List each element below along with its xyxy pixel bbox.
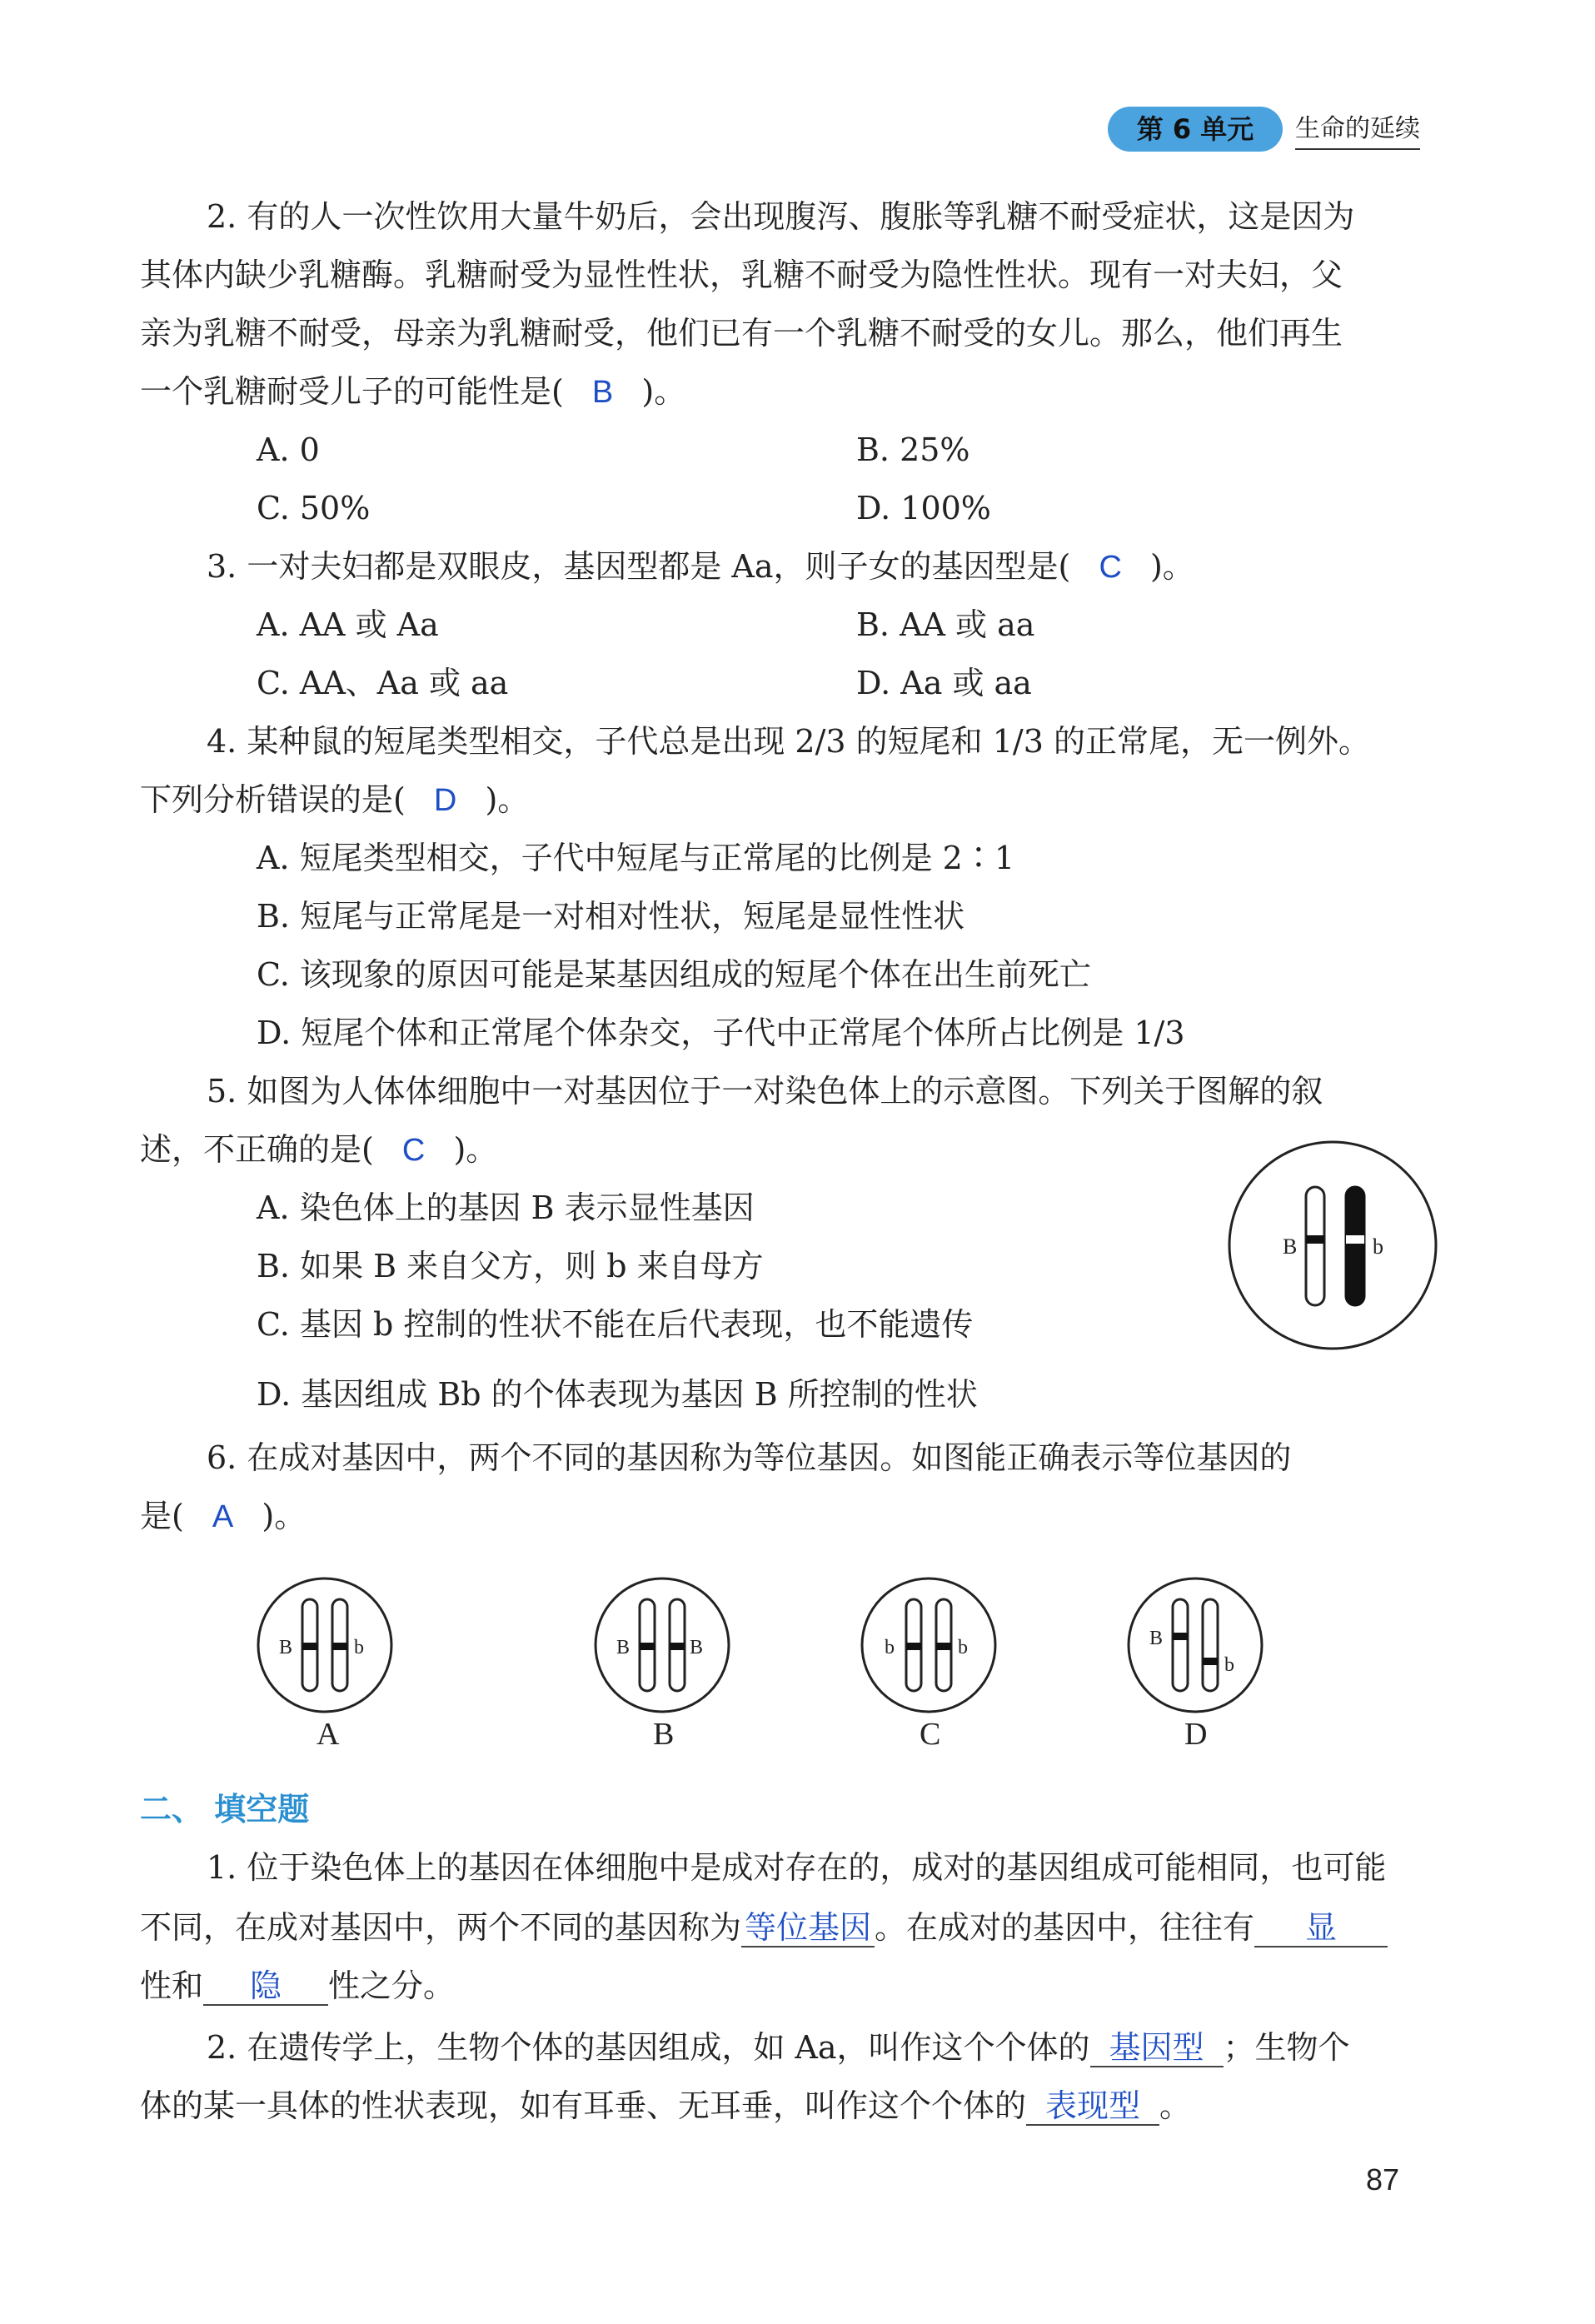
q2-option-c: C. 50% <box>257 490 371 526</box>
f2-blank-1: 基因型 <box>1090 2029 1224 2067</box>
f1-blank-3: 隐 <box>203 1967 328 2006</box>
f1-blank-2: 显 <box>1254 1909 1388 1947</box>
f1-line-3-a: 性和 <box>140 1967 204 2004</box>
q3-answer: C <box>1099 550 1122 585</box>
q6-caption-b: B <box>653 1717 675 1752</box>
f2-line-1 <box>207 2027 1350 2067</box>
gene-band-left <box>906 1643 921 1650</box>
q2-prefix: 一个乳糖耐受儿子的可能性是( <box>140 373 564 410</box>
cell-outline <box>596 1578 729 1712</box>
q2-answer: B <box>591 375 614 410</box>
f2-line-2-a: 体的某一具体的性状表现，如有耳垂、无耳垂，叫作这个个体的 <box>140 2087 1027 2124</box>
chromosome-left <box>1173 1599 1188 1691</box>
page-number: 87 <box>1366 2162 1400 2197</box>
q5-option-d: D. 基因组成 Bb 的个体表现为基因 B 所控制的性状 <box>257 1376 978 1413</box>
f2-blank-2: 表现型 <box>1026 2087 1159 2126</box>
q2-line-1: 2. 有的人一次性饮用大量牛奶后，会出现腹泻、腹胀等乳糖不耐受症状，这是因为 <box>207 198 1355 235</box>
gene-band-right <box>670 1643 685 1650</box>
gene-band-left <box>302 1643 317 1650</box>
q3-option-a: A. AA 或 Aa <box>257 606 439 643</box>
q6-figure-a <box>254 1574 396 1716</box>
q6-figure-c <box>858 1574 999 1716</box>
q2-option-a: A. 0 <box>257 431 320 468</box>
q5-option-a: A. 染色体上的基因 B 表示显性基因 <box>257 1189 755 1226</box>
q2-line-4 <box>140 372 685 412</box>
q6-a-label-left: B <box>279 1637 293 1658</box>
gene-band-right <box>936 1643 951 1650</box>
q6-figure-b <box>591 1574 733 1716</box>
q6-b-label-left: B <box>616 1637 631 1658</box>
q6-c-label-left: b <box>885 1637 895 1658</box>
q6-caption-d: D <box>1184 1717 1208 1752</box>
f2-line-2 <box>140 2086 1191 2126</box>
q6-suffix: )。 <box>262 1498 307 1534</box>
q5-chromosome-figure <box>1224 1137 1441 1354</box>
q4-option-c: C. 该现象的原因可能是某基因组成的短尾个体在出生前死亡 <box>257 956 1091 993</box>
q5-suffix: )。 <box>453 1131 498 1168</box>
q6-c-label-right: b <box>958 1637 968 1658</box>
cell-outline <box>258 1578 391 1712</box>
f1-blank-1: 等位基因 <box>741 1909 875 1947</box>
cell-outline <box>862 1578 995 1712</box>
q3-option-c: C. AA、Aa 或 aa <box>257 665 509 701</box>
q4-suffix: )。 <box>485 781 530 818</box>
f2-line-2-b: 。 <box>1159 2087 1192 2124</box>
q5-label-left: B <box>1283 1234 1298 1259</box>
q6-caption-a: A <box>317 1717 340 1752</box>
q4-line-1: 4. 某种鼠的短尾类型相交，子代总是出现 2/3 的短尾和 1/3 的正常尾，无一例外。 <box>207 723 1370 760</box>
q5-option-c: C. 基因 b 控制的性状不能在后代表现，也不能遗传 <box>257 1306 974 1343</box>
q6-caption-c: C <box>920 1717 941 1752</box>
q4-line-2 <box>140 780 529 820</box>
f2-line-1-b: ；生物个 <box>1223 2029 1350 2066</box>
q4-option-b: B. 短尾与正常尾是一对相对性状，短尾是显性性状 <box>257 898 965 935</box>
q3-option-d: D. Aa 或 aa <box>856 665 1032 701</box>
q6-b-label-right: B <box>690 1637 704 1658</box>
unit-badge: 第 6 单元 <box>1108 107 1283 152</box>
gene-band-right <box>1203 1658 1218 1665</box>
q2-line-3: 亲为乳糖不耐受，母亲为乳糖耐受，他们已有一个乳糖不耐受的女儿。那么，他们再生 <box>140 315 1343 352</box>
gene-band-right <box>332 1643 347 1650</box>
q3-line <box>207 546 1194 587</box>
q6-d-label-right: b <box>1224 1654 1234 1676</box>
section-title-fill-in: 二、 填空题 <box>140 1791 310 1828</box>
f1-line-2-a: 不同，在成对基因中，两个不同的基因称为 <box>140 1909 742 1946</box>
gene-band-left <box>1173 1633 1188 1640</box>
f1-line-2 <box>140 1908 1388 1947</box>
q6-prefix: 是( <box>140 1498 184 1534</box>
q6-a-label-right: b <box>354 1637 364 1658</box>
q3-prefix: 3. 一对夫妇都是双眼皮，基因型都是 Aa，则子女的基因型是( <box>207 548 1071 585</box>
gene-band-b-upper <box>1306 1235 1324 1244</box>
q5-option-b: B. 如果 B 来自父方，则 b 来自母方 <box>257 1248 764 1284</box>
q6-line-2 <box>140 1496 306 1537</box>
cell-outline <box>1129 1578 1262 1712</box>
q4-option-a: A. 短尾类型相交，子代中短尾与正常尾的比例是 2∶1 <box>257 840 1015 876</box>
q4-option-d: D. 短尾个体和正常尾个体杂交，子代中正常尾个体所占比例是 1/3 <box>257 1015 1185 1051</box>
q5-prefix: 述，不正确的是( <box>140 1131 374 1168</box>
q5-line-2 <box>140 1130 497 1170</box>
q6-d-label-left: B <box>1149 1628 1164 1649</box>
q4-answer: D <box>433 783 457 818</box>
q6-answer: A <box>212 1499 234 1534</box>
q5-label-right: b <box>1373 1234 1383 1259</box>
q2-suffix: )。 <box>641 373 686 410</box>
f1-line-3-b: 性之分。 <box>328 1967 456 2004</box>
gene-band-left <box>640 1643 655 1650</box>
q5-line-1: 5. 如图为人体体细胞中一对基因位于一对染色体上的示意图。下列关于图解的叙 <box>207 1073 1323 1110</box>
chromosome-right <box>1203 1599 1218 1691</box>
q2-option-b: B. 25% <box>856 431 970 468</box>
cell-outline <box>1229 1142 1436 1349</box>
q2-option-d: D. 100% <box>856 490 991 526</box>
q3-suffix: )。 <box>1149 548 1194 585</box>
q3-option-b: B. AA 或 aa <box>856 606 1035 643</box>
f2-line-1-a: 2. 在遗传学上，生物个体的基因组成，如 Aa，叫作这个个体的 <box>207 2029 1090 2066</box>
chromosome-left <box>1306 1187 1324 1305</box>
f1-line-1: 1. 位于染色体上的基因在体细胞中是成对存在的，成对的基因组成可能相同，也可能 <box>207 1849 1387 1886</box>
q6-figure-d <box>1124 1574 1266 1716</box>
f1-line-2-b: 。在成对的基因中，往往有 <box>875 1909 1255 1946</box>
gene-band-b-lower <box>1346 1235 1364 1244</box>
f1-line-3 <box>140 1966 455 2006</box>
q6-line-1: 6. 在成对基因中，两个不同的基因称为等位基因。如图能正确表示等位基因的 <box>207 1439 1292 1476</box>
chromosome-right <box>1346 1187 1364 1305</box>
q4-prefix: 下列分析错误的是( <box>140 781 406 818</box>
q2-line-2: 其体内缺少乳糖酶。乳糖耐受为显性性状，乳糖不耐受为隐性性状。现有一对夫妇，父 <box>140 257 1343 293</box>
q5-answer: C <box>401 1133 426 1168</box>
unit-name: 生命的延续 <box>1295 110 1420 150</box>
